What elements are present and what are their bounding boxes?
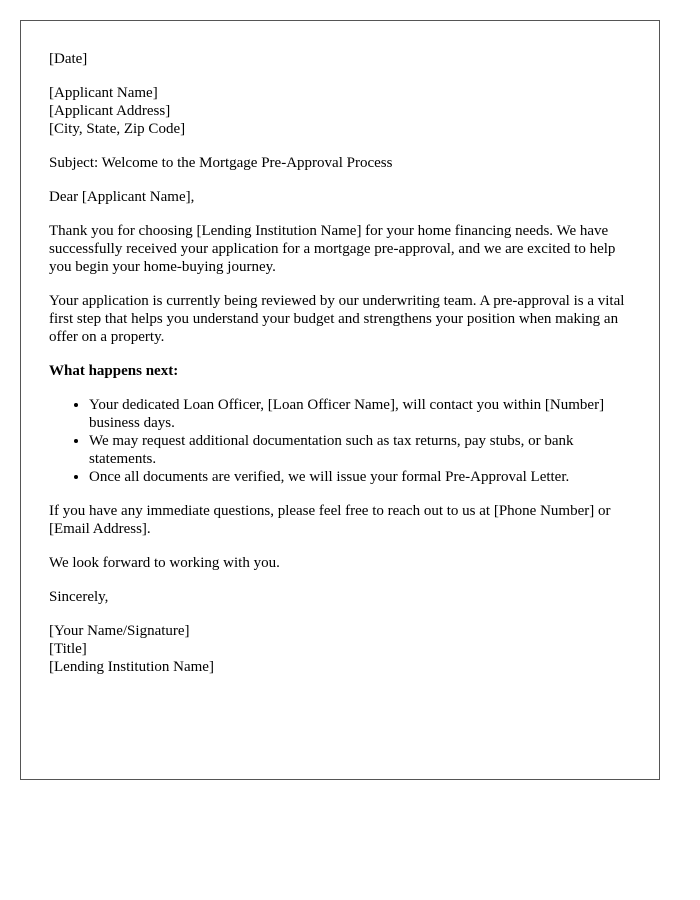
signature-institution: [Lending Institution Name] (49, 659, 214, 675)
intro-paragraph: Thank you for choosing [Lending Institution Name] for your home financing needs. We have successfully received your application for a mortgage pre-approval, and we are excited to help you begin your home-buying journey. (49, 223, 616, 275)
next-step-item: • Once all documents are verified, we will issue your formal Pre-Approval Letter. (89, 468, 639, 486)
valediction: Sincerely, (49, 589, 109, 605)
next-steps-heading: What happens next: (49, 363, 179, 379)
letter-date: [Date] (49, 51, 88, 67)
recipient-address: [Applicant Address] (49, 103, 171, 119)
closing-line: We look forward to working with you. (49, 555, 280, 571)
recipient-city-state-zip: [City, State, Zip Code] (49, 121, 186, 137)
recipient-name: [Applicant Name] (49, 85, 158, 101)
contact-paragraph: If you have any immediate questions, please feel free to reach out to us at [Phone Number] or [Email Address]. (49, 503, 611, 537)
next-steps-list (49, 396, 639, 486)
signature-block (49, 622, 639, 676)
letter-body (49, 50, 639, 692)
letter-subject: Subject: Welcome to the Mortgage Pre-Approval Process (49, 155, 393, 171)
signature-name: [Your Name/Signature] (49, 623, 190, 639)
letter-salutation: Dear [Applicant Name], (49, 189, 195, 205)
next-step-item: • Your dedicated Loan Officer, [Loan Officer Name], will contact you within [Number] business days. (89, 396, 639, 432)
review-paragraph: Your application is currently being reviewed by our underwriting team. A pre-approval is a vital first step that helps you understand your budget and strengthens your position when making an offer on a property. (49, 293, 625, 345)
signature-title: [Title] (49, 641, 87, 657)
recipient-block (49, 84, 639, 138)
letter-page (20, 20, 660, 780)
next-step-item: • We may request additional documentation such as tax returns, pay stubs, or bank statements. (89, 432, 639, 468)
